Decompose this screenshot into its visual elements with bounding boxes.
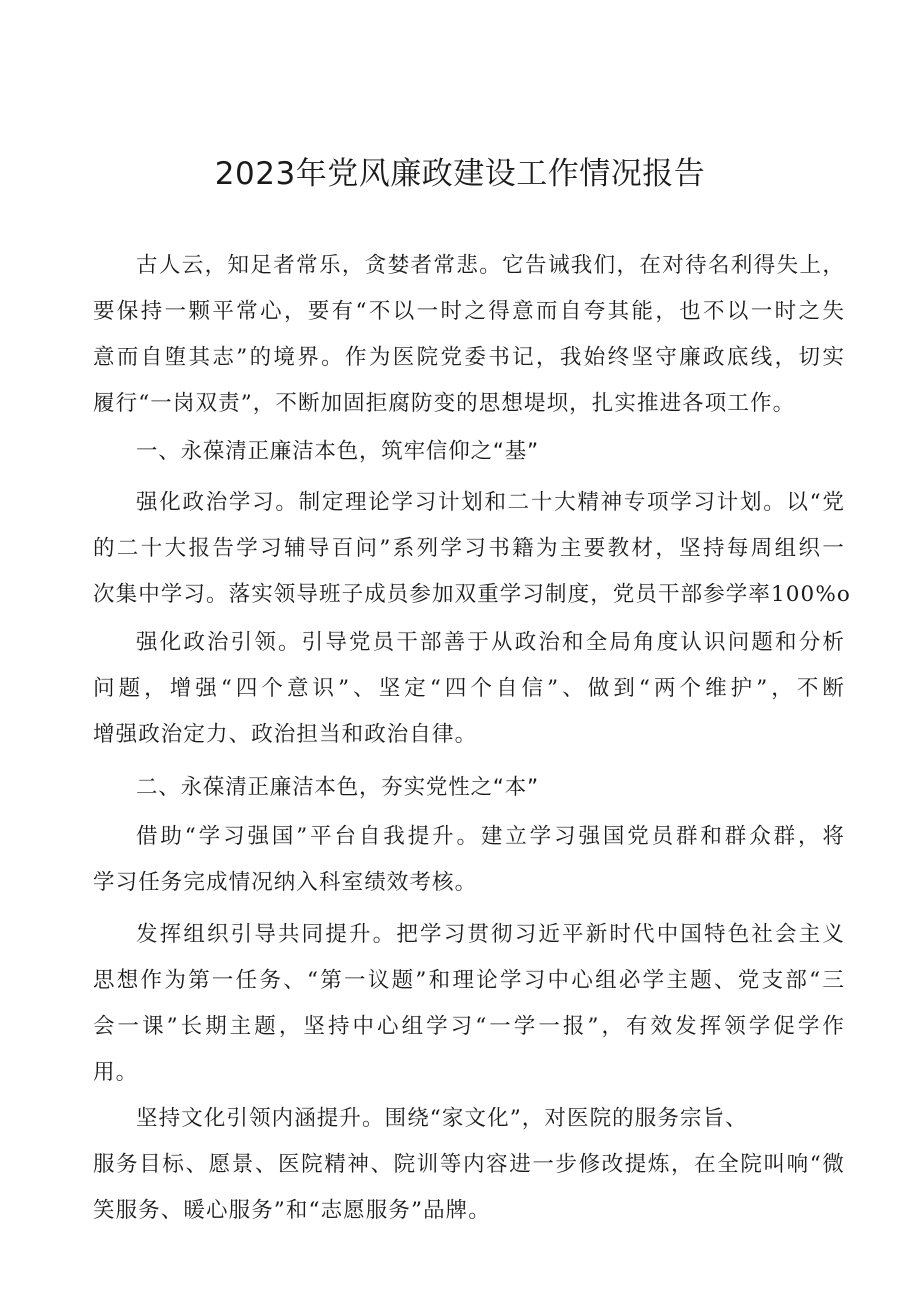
section1-paragraph-2 (93, 620, 845, 758)
paragraph-line: 思想作为第一任务、“第一议题”和理论学习中心组必学主题、党支部“三 (93, 968, 845, 993)
paragraph-line: 要保持一颗平常心，要有“不以一时之得意而自夸其能，也不以一时之失 (93, 299, 845, 324)
paragraph-line: 坚持文化引领内涵提升。围绕“家文化”，对医院的服务宗旨、 (136, 1106, 748, 1131)
section2-paragraph-3 (93, 1096, 845, 1234)
paragraph-line: 问题，增强“四个意识”、坚定“四个自信”、做到“两个维护”，不断 (93, 676, 845, 701)
section2-paragraph-2 (93, 912, 845, 1096)
document-title: 2023年党风廉政建设工作情况报告 (214, 156, 706, 192)
paragraph-line: 增强政治定力、政治担当和政治自律。 (93, 722, 478, 747)
paragraph-line: 会一课”长期主题，坚持中心组学习“一学一报”，有效发挥领学促学作 (93, 1014, 845, 1039)
paragraph-line: 履行“一岗双责”，不断加固拒腐防变的思想堤坝，扎实推进各项工作。 (93, 391, 796, 416)
intro-paragraph (93, 243, 845, 427)
paragraph-line: 学习任务完成情况纳入科室绩效考核。 (93, 870, 478, 895)
paragraph-line: 发挥组织引导共同提升。把学习贯彻习近平新时代中国特色社会主义 (136, 922, 845, 947)
paragraph-line: 意而自堕其志”的境界。作为医院党委书记，我始终坚守廉政底线，切实 (93, 345, 845, 370)
paragraph-line: 服务目标、愿景、医院精神、院训等内容进一步修改提炼，在全院叫响“微 (93, 1152, 845, 1177)
section-heading-1: 一、永葆清正廉洁本色，筑牢信仰之“基” (136, 439, 539, 464)
paragraph-line: 强化政治引领。引导党员干部善于从政治和全局角度认识问题和分析 (136, 630, 845, 655)
section2-paragraph-1 (93, 814, 845, 906)
paragraph-line: 强化政治学习。制定理论学习计划和二十大精神专项学习计划。以“党 (136, 490, 845, 515)
section-heading-2: 二、永葆清正廉洁本色，夯实党性之“本” (136, 775, 539, 800)
paragraph-line: 借助“学习强国”平台自我提升。建立学习强国党员群和群众群，将 (136, 824, 845, 849)
paragraph-line: 笑服务、暖心服务”和“志愿服务”品牌。 (93, 1198, 491, 1223)
paragraph-line: 次集中学习。落实领导班子成员参加双重学习制度，党员干部参学率100%o (93, 582, 851, 607)
paragraph-line: 用。 (93, 1060, 139, 1085)
paragraph-line: 古人云，知足者常乐，贪婪者常悲。它告诫我们，在对待名利得失上， (136, 253, 845, 278)
paragraph-line: 的二十大报告学习辅导百问”系列学习书籍为主要教材，坚持每周组织一 (93, 536, 845, 561)
section1-paragraph-1 (93, 480, 851, 618)
